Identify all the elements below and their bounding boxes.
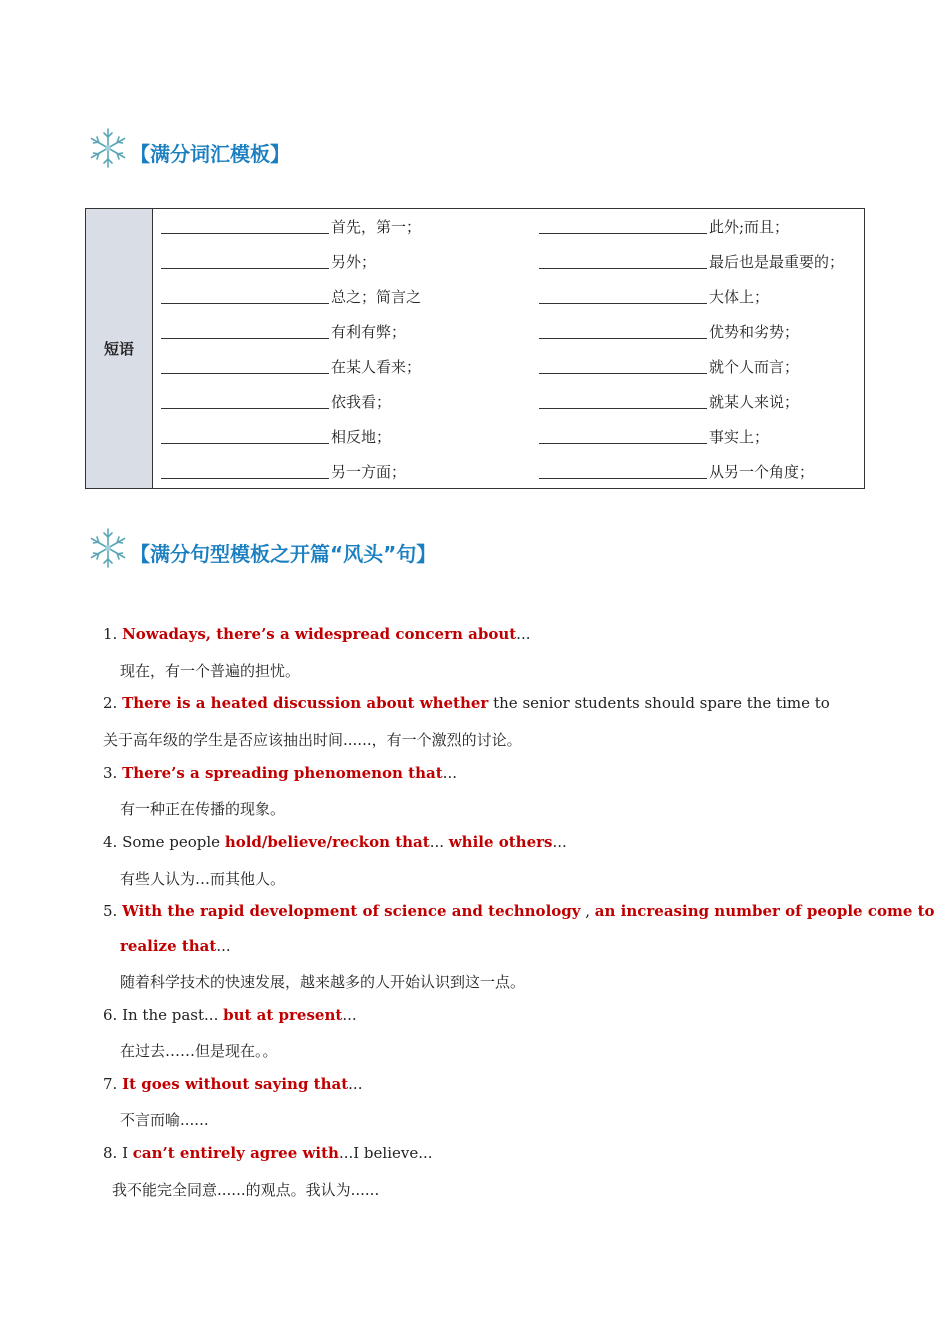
sentence-text: ... (552, 833, 567, 851)
vocab-cell-right (539, 244, 844, 279)
vocab-meaning: 就个人而言； (709, 358, 800, 376)
fill-blank (161, 219, 329, 234)
section-title: 【满分词汇模板】 (130, 141, 290, 166)
key-phrase: There’s a spreading phenomenon that (122, 764, 443, 782)
vocab-cell-left (161, 209, 421, 244)
sentence-translation: 在过去……但是现在。。 (120, 1042, 278, 1060)
sentence-item (103, 1006, 357, 1024)
fill-blank (161, 464, 329, 479)
sentence-item (103, 902, 935, 920)
vocab-meaning: 相反地； (331, 428, 392, 446)
fill-blank (539, 394, 707, 409)
sentence-item (103, 625, 530, 643)
vocab-cell-left (161, 314, 406, 349)
sentence-item-continued (120, 937, 231, 955)
vocab-cell-left (161, 279, 421, 314)
vocab-meaning: 总之；简言之 (331, 288, 422, 306)
vocab-meaning: 首先，第一； (331, 218, 422, 236)
sentence-translation: 现在，有一个普遍的担忧。 (120, 662, 301, 680)
vocab-meaning: 另外； (331, 253, 377, 271)
sentence-text: 5. (103, 902, 123, 920)
vocab-meaning: 另一方面； (331, 463, 407, 481)
vocab-row (153, 384, 864, 419)
sentence-text: the senior students should spare the time to (488, 694, 830, 712)
vocab-cell-left (161, 349, 421, 384)
fill-blank (539, 359, 707, 374)
sentence-text: 6. In the past... (103, 1006, 224, 1024)
section-heading-vocab (86, 124, 290, 172)
sentence-text: 2. (103, 694, 123, 712)
sentence-text: ... (342, 1006, 357, 1024)
fill-blank (539, 464, 707, 479)
sentence-text: ... (216, 937, 231, 955)
vocab-cell-right (539, 384, 799, 419)
sentence-translation: 不言而喻...... (120, 1111, 209, 1129)
key-phrase: realize that (120, 937, 217, 955)
vocab-cell-left (161, 244, 376, 279)
vocab-meaning: 大体上； (709, 288, 770, 306)
sentence-text: 1. (103, 625, 123, 643)
key-phrase: It goes without saying that (122, 1075, 349, 1093)
sentence-text: ... (442, 764, 457, 782)
sentence-translation: 关于高年级的学生是否应该抽出时间......，有一个激烈的讨论。 (103, 731, 522, 749)
fill-blank (161, 289, 329, 304)
fill-blank (161, 254, 329, 269)
sentence-translation: 有一种正在传播的现象。 (120, 800, 286, 818)
key-phrase: Nowadays, there’s a widespread concern about (122, 625, 517, 643)
vocab-cell-left (161, 419, 391, 454)
vocab-meaning: 依我看； (331, 393, 392, 411)
vocab-meaning: 最后也是最重要的； (709, 253, 845, 271)
sentence-item (103, 1144, 433, 1162)
sentence-translation: 随着科学技术的快速发展，越来越多的人开始认识到这一点。 (120, 973, 526, 991)
sentence-text: 7. (103, 1075, 123, 1093)
key-phrase: With the rapid development of science and technology (122, 902, 581, 920)
vocab-row (153, 244, 864, 279)
section-heading-sentences (86, 524, 436, 572)
sentence-text: , (580, 902, 595, 920)
fill-blank (539, 429, 707, 444)
key-phrase: while others (448, 833, 553, 851)
sentence-item (103, 1075, 362, 1093)
vocab-grid (153, 209, 864, 488)
vocab-meaning: 有利有弊； (331, 323, 407, 341)
vocab-table (85, 208, 865, 489)
fill-blank (161, 394, 329, 409)
vocab-meaning: 在某人看来； (331, 358, 422, 376)
vocab-row (153, 314, 864, 349)
vocab-cell-left (161, 384, 391, 419)
vocab-category-label: 短语 (103, 340, 134, 358)
sentence-text: ...I believe... (338, 1144, 433, 1162)
vocab-cell-right (539, 454, 814, 489)
sentence-item (103, 694, 830, 712)
fill-blank (539, 254, 707, 269)
sentence-text: 4. Some people (103, 833, 225, 851)
sentence-text: ... (348, 1075, 363, 1093)
vocab-row (153, 419, 864, 454)
sentence-text: 3. (103, 764, 123, 782)
vocab-row (153, 279, 864, 314)
vocab-meaning: 就某人来说； (709, 393, 800, 411)
fill-blank (161, 359, 329, 374)
fill-blank (539, 289, 707, 304)
key-phrase: but at present (223, 1006, 343, 1024)
key-phrase: There is a heated discussion about whether (122, 694, 489, 712)
key-phrase: an increasing number of people come to (594, 902, 935, 920)
vocab-cell-left (161, 454, 406, 489)
vocab-cell-right (539, 419, 769, 454)
fill-blank (539, 219, 707, 234)
vocab-category-cell (86, 209, 153, 488)
vocab-meaning: 事实上； (709, 428, 770, 446)
snowflake-icon (86, 126, 130, 170)
vocab-cell-right (539, 209, 789, 244)
vocab-row (153, 349, 864, 384)
vocab-cell-right (539, 349, 799, 384)
section-title: 【满分句型模板之开篇“风头”句】 (130, 541, 437, 566)
vocab-meaning: 此外;而且； (709, 218, 790, 236)
vocab-meaning: 优势和劣势； (709, 323, 800, 341)
snowflake-icon (86, 526, 130, 570)
vocab-cell-right (539, 314, 799, 349)
fill-blank (539, 324, 707, 339)
sentence-item (103, 764, 457, 782)
sentence-text: ... (429, 833, 449, 851)
vocab-meaning: 从另一个角度； (709, 463, 815, 481)
key-phrase: can’t entirely agree with (132, 1144, 339, 1162)
key-phrase: hold/believe/reckon that (224, 833, 430, 851)
sentence-text: ... (516, 625, 531, 643)
fill-blank (161, 324, 329, 339)
vocab-cell-right (539, 279, 769, 314)
sentence-text: 8. I (103, 1144, 133, 1162)
sentence-translation: 有些人认为…而其他人。 (120, 870, 286, 888)
sentence-translation: 我不能完全同意......的观点。我认为...... (112, 1181, 380, 1199)
vocab-row (153, 454, 864, 489)
fill-blank (161, 429, 329, 444)
vocab-row (153, 209, 864, 244)
sentence-item (103, 833, 567, 851)
